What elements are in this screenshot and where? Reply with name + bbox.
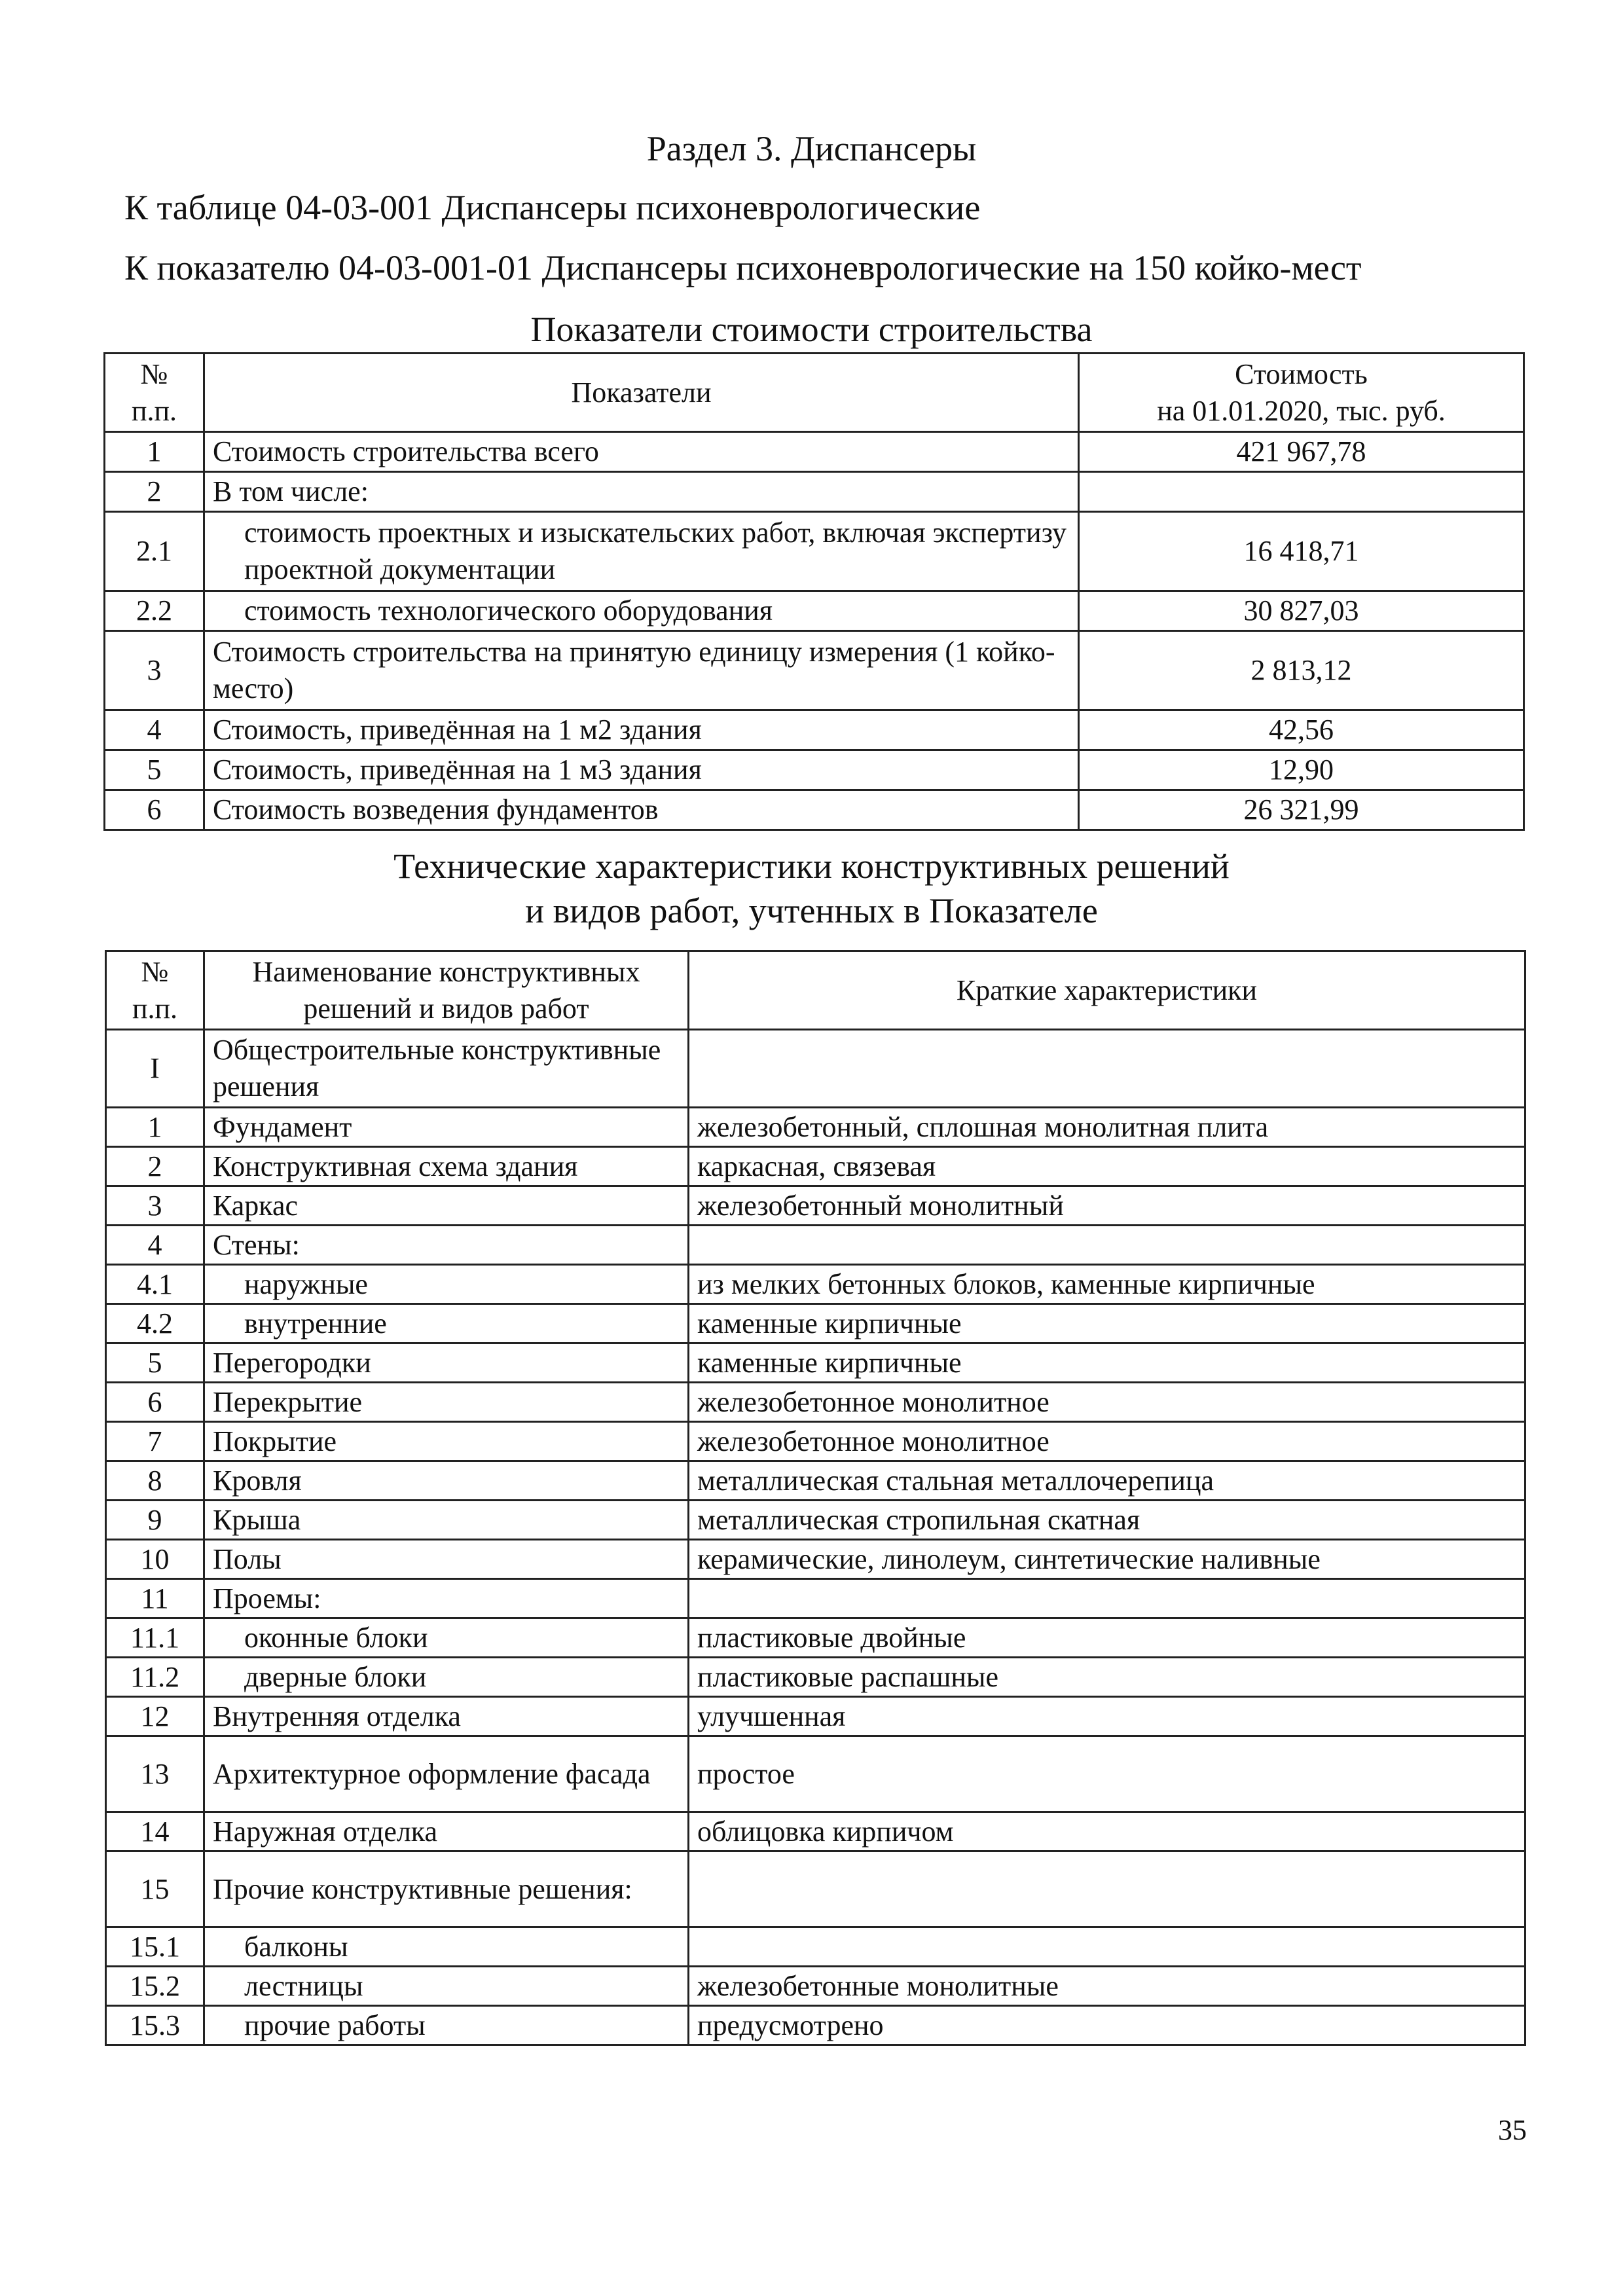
row-description: каркасная, связевая <box>689 1147 1525 1186</box>
page-number: 35 <box>1498 2114 1527 2146</box>
row-name: Внутренняя отделка <box>204 1697 689 1736</box>
table-row <box>106 1108 1525 1147</box>
row-number: 4 <box>105 710 204 750</box>
row-description: железобетонный монолитный <box>689 1186 1525 1226</box>
table-row <box>106 1697 1525 1736</box>
table-row <box>106 1658 1525 1697</box>
row-number: 3 <box>106 1186 204 1226</box>
row-name: дверные блоки <box>204 1658 689 1697</box>
header-indicators: Показатели <box>204 354 1079 432</box>
row-description <box>689 1579 1525 1618</box>
row-description: железобетонное монолитное <box>689 1383 1525 1422</box>
table-row <box>106 1343 1525 1383</box>
row-number: I <box>106 1030 204 1108</box>
row-number: 3 <box>105 631 204 710</box>
row-number: 11.2 <box>106 1658 204 1697</box>
tech-table-caption-line2: и видов работ, учтенных в Показателе <box>525 891 1098 930</box>
row-description: железобетонное монолитное <box>689 1422 1525 1461</box>
row-number: 9 <box>106 1501 204 1540</box>
row-number: 2.1 <box>105 512 204 591</box>
header-name: Наименование конструктивных решений и видов работ <box>204 951 689 1030</box>
row-name: Архитектурное оформление фасада <box>204 1736 689 1812</box>
row-description: каменные кирпичные <box>689 1304 1525 1343</box>
row-name: наружные <box>204 1265 689 1304</box>
row-number: 10 <box>106 1540 204 1579</box>
row-name: Перегородки <box>204 1343 689 1383</box>
row-name: Прочие конструктивные решения: <box>204 1851 689 1927</box>
row-description <box>689 1226 1525 1265</box>
row-description: железобетонный, сплошная монолитная плита <box>689 1108 1525 1147</box>
row-number: 7 <box>106 1422 204 1461</box>
table-row <box>106 1383 1525 1422</box>
row-number: 12 <box>106 1697 204 1736</box>
table-row <box>106 1501 1525 1540</box>
table-header-row <box>105 354 1524 432</box>
table-row <box>106 1927 1525 1967</box>
header-number: № п.п. <box>105 354 204 432</box>
header-description: Краткие характеристики <box>689 951 1525 1030</box>
table-row <box>106 1147 1525 1186</box>
row-value: 16 418,71 <box>1079 512 1524 591</box>
table-row <box>106 1304 1525 1343</box>
row-description: из мелких бетонных блоков, каменные кирпичные <box>689 1265 1525 1304</box>
row-name: Наружная отделка <box>204 1812 689 1851</box>
row-name: Стоимость строительства на принятую единицу измерения (1 койко-место) <box>204 631 1079 710</box>
row-value: 2 813,12 <box>1079 631 1524 710</box>
row-number: 15.1 <box>106 1927 204 1967</box>
table-row <box>106 1851 1525 1927</box>
table-row <box>105 790 1524 830</box>
row-description <box>689 1927 1525 1967</box>
row-name: Полы <box>204 1540 689 1579</box>
row-number: 11.1 <box>106 1618 204 1658</box>
table-row <box>105 512 1524 591</box>
row-number: 13 <box>106 1736 204 1812</box>
row-name: Стоимость возведения фундаментов <box>204 790 1079 830</box>
row-description: предусмотрено <box>689 2006 1525 2045</box>
tech-table <box>105 950 1526 2046</box>
row-name: стоимость проектных и изыскательских работ, включая экспертизу проектной документации <box>204 512 1079 591</box>
row-description: улучшенная <box>689 1697 1525 1736</box>
table-row <box>106 1967 1525 2006</box>
table-row <box>105 472 1524 512</box>
table-row <box>105 710 1524 750</box>
row-name: оконные блоки <box>204 1618 689 1658</box>
row-value: 30 827,03 <box>1079 591 1524 631</box>
row-description: керамические, линолеум, синтетические наливные <box>689 1540 1525 1579</box>
table-row <box>105 750 1524 790</box>
row-number: 1 <box>105 432 204 472</box>
table-header-row <box>106 951 1525 1030</box>
row-description: облицовка кирпичом <box>689 1812 1525 1851</box>
table-row <box>106 1186 1525 1226</box>
header-number: № п.п. <box>106 951 204 1030</box>
row-number: 2 <box>105 472 204 512</box>
table-row <box>105 432 1524 472</box>
row-name: Перекрытие <box>204 1383 689 1422</box>
row-description: пластиковые распашные <box>689 1658 1525 1697</box>
table-row <box>106 1579 1525 1618</box>
row-description <box>689 1851 1525 1927</box>
row-value: 42,56 <box>1079 710 1524 750</box>
row-number: 11 <box>106 1579 204 1618</box>
row-value: 12,90 <box>1079 750 1524 790</box>
row-description: пластиковые двойные <box>689 1618 1525 1658</box>
row-number: 2 <box>106 1147 204 1186</box>
row-number: 1 <box>106 1108 204 1147</box>
row-name: Каркас <box>204 1186 689 1226</box>
row-number: 8 <box>106 1461 204 1501</box>
table-row <box>106 1422 1525 1461</box>
row-name: Стоимость, приведённая на 1 м2 здания <box>204 710 1079 750</box>
row-number: 5 <box>105 750 204 790</box>
row-name: стоимость технологического оборудования <box>204 591 1079 631</box>
table-row <box>105 591 1524 631</box>
row-description: каменные кирпичные <box>689 1343 1525 1383</box>
row-name: Кровля <box>204 1461 689 1501</box>
table-row <box>106 1736 1525 1812</box>
row-number: 5 <box>106 1343 204 1383</box>
row-number: 2.2 <box>105 591 204 631</box>
row-name: внутренние <box>204 1304 689 1343</box>
row-description: металлическая стальная металлочерепица <box>689 1461 1525 1501</box>
row-name: Стены: <box>204 1226 689 1265</box>
indicator-reference: К показателю 04-03-001-01 Диспансеры психоневрологические на 150 койко-мест <box>124 248 1362 287</box>
row-number: 6 <box>105 790 204 830</box>
row-number: 15 <box>106 1851 204 1927</box>
row-number: 6 <box>106 1383 204 1422</box>
row-description: железобетонные монолитные <box>689 1967 1525 2006</box>
row-name: лестницы <box>204 1967 689 2006</box>
row-description: металлическая стропильная скатная <box>689 1501 1525 1540</box>
row-name: В том числе: <box>204 472 1079 512</box>
cost-table <box>103 352 1525 831</box>
table-row <box>106 2006 1525 2045</box>
row-name: прочие работы <box>204 2006 689 2045</box>
row-description: простое <box>689 1736 1525 1812</box>
table-row <box>106 1618 1525 1658</box>
table-row <box>106 1812 1525 1851</box>
row-name: Стоимость, приведённая на 1 м3 здания <box>204 750 1079 790</box>
table-row <box>106 1226 1525 1265</box>
row-number: 4.1 <box>106 1265 204 1304</box>
row-number: 15.2 <box>106 1967 204 2006</box>
row-name: балконы <box>204 1927 689 1967</box>
table-reference: К таблице 04-03-001 Диспансеры психоневрологические <box>124 188 981 227</box>
table-row <box>106 1540 1525 1579</box>
table-row <box>106 1461 1525 1501</box>
table-row <box>106 1030 1525 1108</box>
row-number: 4 <box>106 1226 204 1265</box>
row-name: Проемы: <box>204 1579 689 1618</box>
row-name: Конструктивная схема здания <box>204 1147 689 1186</box>
cost-table-caption: Показатели стоимости строительства <box>530 310 1093 349</box>
row-name: Крыша <box>204 1501 689 1540</box>
row-number: 4.2 <box>106 1304 204 1343</box>
table-row <box>105 631 1524 710</box>
row-name: Фундамент <box>204 1108 689 1147</box>
row-value <box>1079 472 1524 512</box>
row-name: Стоимость строительства всего <box>204 432 1079 472</box>
header-cost: Стоимость на 01.01.2020, тыс. руб. <box>1079 354 1524 432</box>
row-number: 15.3 <box>106 2006 204 2045</box>
row-name: Покрытие <box>204 1422 689 1461</box>
row-name: Общестроительные конструктивные решения <box>204 1030 689 1108</box>
section-title: Раздел 3. Диспансеры <box>646 129 977 168</box>
row-value: 26 321,99 <box>1079 790 1524 830</box>
row-number: 14 <box>106 1812 204 1851</box>
table-row <box>106 1265 1525 1304</box>
tech-table-caption-line1: Технические характеристики конструктивных решений <box>393 847 1230 886</box>
row-value: 421 967,78 <box>1079 432 1524 472</box>
row-description <box>689 1030 1525 1108</box>
